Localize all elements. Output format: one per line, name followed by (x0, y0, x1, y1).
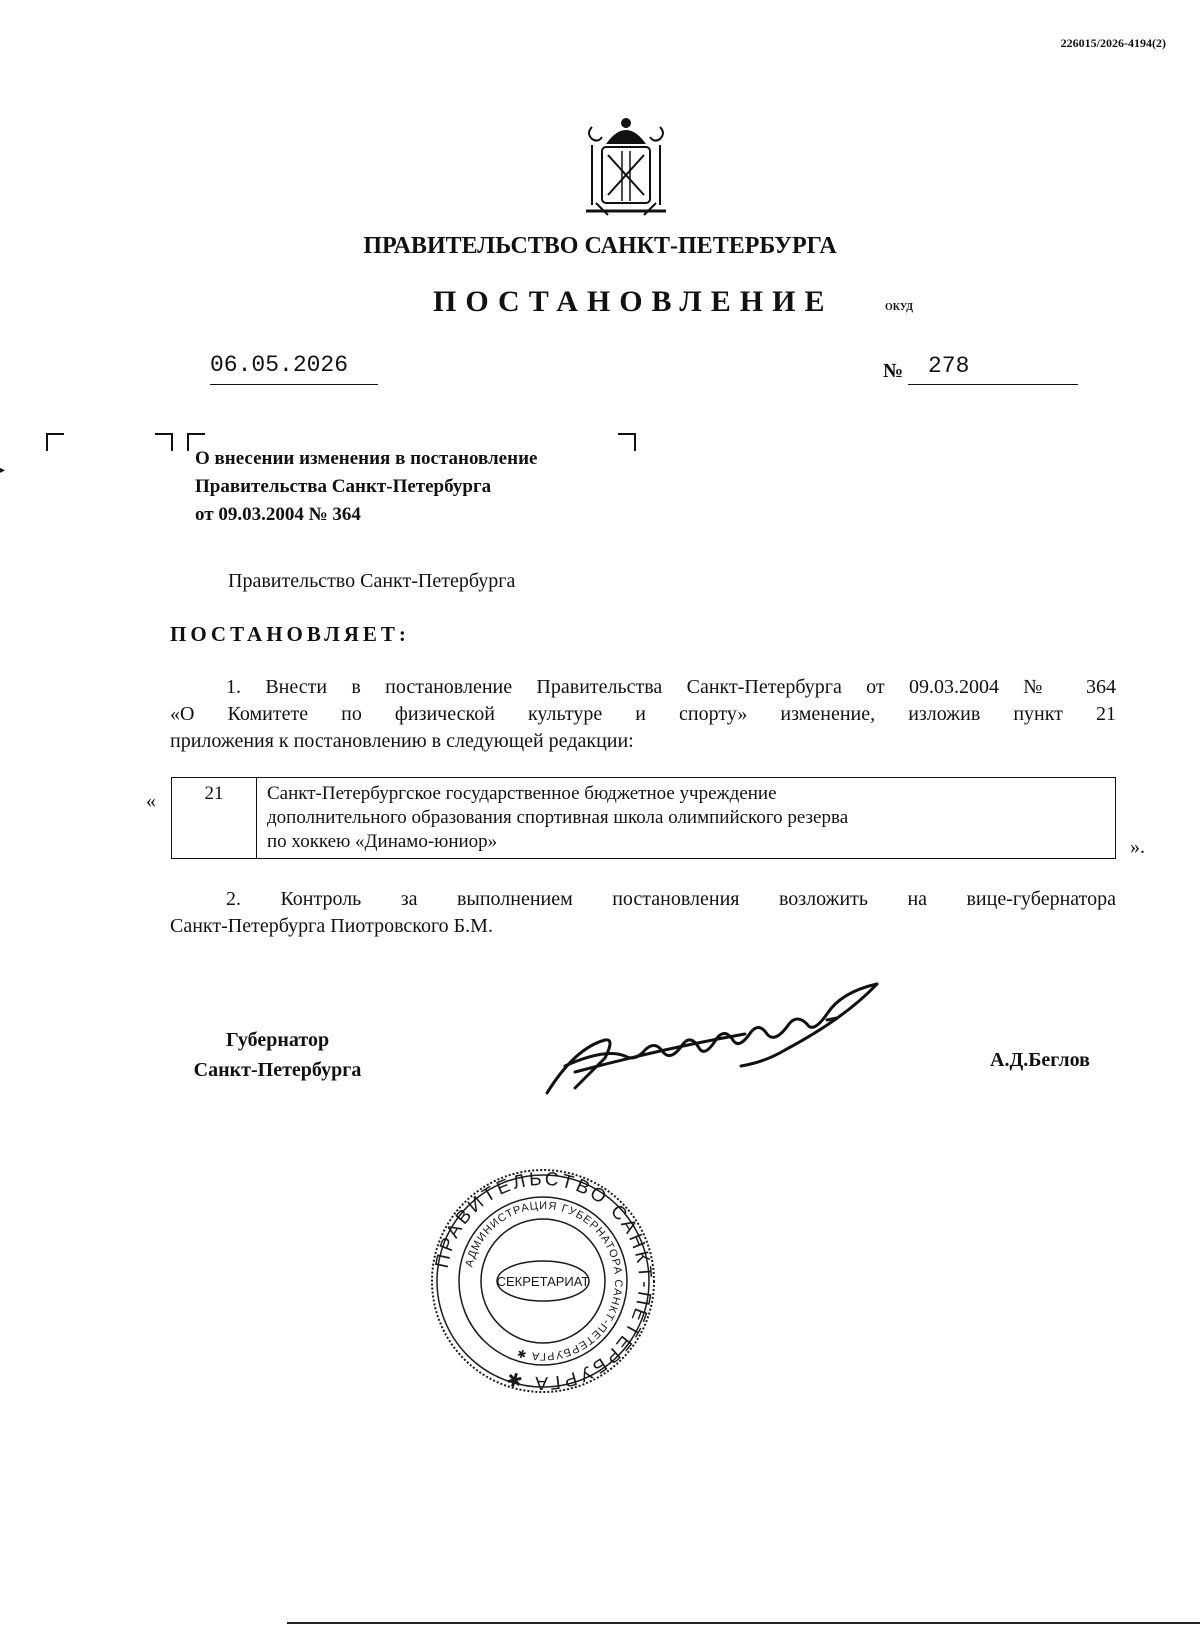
subject-line: от 09.03.2004 № 364 (195, 504, 361, 525)
quote-close-mark: ». (1130, 836, 1145, 858)
quote-open-mark: « (146, 790, 156, 812)
st-petersburg-coat-of-arms-icon (578, 115, 674, 221)
svg-text:ПРАВИТЕЛЬСТВО САНКТ-ПЕТЕРБУРГА: ПРАВИТЕЛЬСТВО САНКТ-ПЕТЕРБУРГА ✱ (431, 1168, 656, 1394)
subject-line: О внесении изменения в постановление (195, 448, 538, 469)
paragraph-line: 1. Внести в постановление Правительства Санкт-Петербурга от 09.03.2004 № 364 (226, 676, 1116, 698)
institution-line: по хоккею «Динамо-юниор» (267, 831, 498, 852)
institution-line: дополнительного образования спортивная школа олимпийского резерва (267, 807, 849, 828)
document-type-heading: ПОСТАНОВЛЕНИЕ (433, 285, 834, 318)
table-cell-item-number: 21 (172, 778, 257, 859)
document-registration-code: 226015/2026-4194(2) (1060, 36, 1166, 50)
scan-edge-mark: ▸ (0, 465, 6, 476)
paragraph-line: 2. Контроль за выполнением постановления возложить на вице-губернатора (226, 888, 1116, 910)
paragraph-line: Санкт-Петербурга Пиотровского Б.М. (170, 915, 493, 937)
subject-line: Правительства Санкт-Петербурга (195, 476, 492, 497)
resolves-heading: ПОСТАНОВЛЯЕТ: (170, 622, 410, 646)
scan-bottom-edge (287, 1622, 1200, 1624)
paragraph-line: «О Комитете по физической культуре и спорту» изменение, изложив пункт 21 (170, 703, 1116, 725)
table-row (172, 778, 1116, 859)
signatory-title (165, 1025, 390, 1085)
signatory-name: А.Д.Беглов (990, 1049, 1090, 1071)
decree-subject (195, 445, 537, 529)
handwritten-signature-icon (545, 978, 925, 1098)
signatory-title-line: Санкт-Петербурга (193, 1059, 362, 1081)
decree-date: 06.05.2026 (210, 352, 349, 378)
number-sign: № (883, 360, 904, 382)
amendment-table (171, 777, 1116, 859)
okud-label: ОКУД (885, 302, 914, 313)
issuing-body: Правительство Санкт-Петербурга (228, 570, 516, 592)
signatory-title-line: Губернатор (225, 1029, 330, 1051)
paragraph-2 (170, 886, 1116, 940)
institution-line: Санкт-Петербургское государственное бюджетное учреждение (267, 783, 777, 804)
table-cell-institution (257, 778, 1116, 859)
subject-corner-mark (155, 433, 173, 451)
official-seal-stamp-icon (430, 1168, 656, 1394)
subject-corner-mark (618, 433, 636, 451)
decree-number: 278 (928, 353, 970, 379)
government-title: ПРАВИТЕЛЬСТВО САНКТ-ПЕТЕРБУРГА (363, 233, 837, 259)
svg-text:АДМИНИСТРАЦИЯ ГУБЕРНАТОРА САНК: АДМИНИСТРАЦИЯ ГУБЕРНАТОРА САНКТ-ПЕТЕРБУРГА ✱ (463, 1199, 625, 1363)
paragraph-1 (170, 674, 1116, 755)
svg-text:СЕКРЕТАРИАТ: СЕКРЕТАРИАТ (496, 1274, 590, 1289)
margin-corner-mark (46, 433, 64, 451)
paragraph-line: приложения к постановлению в следующей редакции: (170, 730, 634, 752)
